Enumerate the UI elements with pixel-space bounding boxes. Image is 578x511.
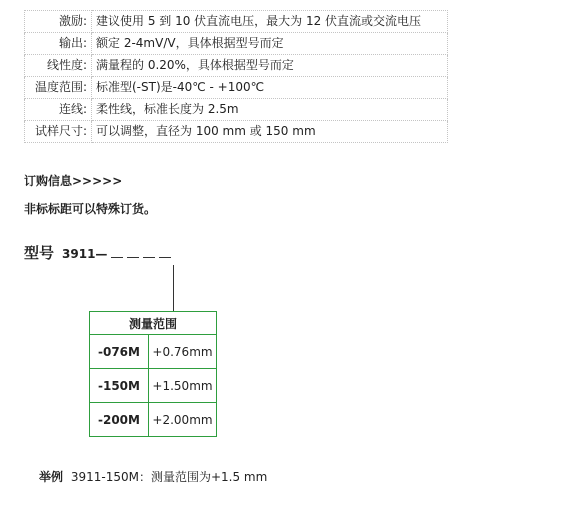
- spec-row-temperature: [25, 77, 448, 99]
- spec-value: 标准型(-ST)是-40℃ - +100℃: [92, 77, 448, 99]
- connector-line: [173, 265, 174, 312]
- range-value: +1.50mm: [149, 369, 217, 403]
- spec-label: 试样尺寸:: [25, 121, 92, 143]
- spec-value: 满量程的 0.20%，具体根据型号而定: [92, 55, 448, 77]
- range-table-header: 测量范围: [90, 312, 217, 335]
- table-row: [90, 369, 217, 403]
- table-row: [90, 335, 217, 369]
- model-blank-4: [159, 243, 171, 258]
- model-label: 型号: [24, 244, 55, 262]
- model-number-line: [24, 242, 171, 263]
- range-code: -076M: [90, 335, 149, 369]
- spec-label: 线性度:: [25, 55, 92, 77]
- spec-label: 连线:: [25, 99, 92, 121]
- measuring-range-table: [89, 311, 217, 437]
- model-blank-1: [111, 243, 123, 258]
- table-row: [90, 403, 217, 437]
- order-info-title: 订购信息>>>>>: [24, 174, 123, 188]
- example-label: 举例: [39, 470, 64, 484]
- spec-value: 可以调整，直径为 100 mm 或 150 mm: [92, 121, 448, 143]
- spec-value: 建议使用 5 到 10 伏直流电压，最大为 12 伏直流或交流电压: [92, 11, 448, 33]
- model-blank-3: [143, 243, 155, 258]
- model-prefix: 3911—: [62, 247, 108, 261]
- spec-value: 额定 2-4mV/V，具体根据型号而定: [92, 33, 448, 55]
- range-value: +0.76mm: [149, 335, 217, 369]
- spec-row-excitation: [25, 11, 448, 33]
- spec-label: 激励:: [25, 11, 92, 33]
- range-code: -200M: [90, 403, 149, 437]
- spec-row-specimen-size: [25, 121, 448, 143]
- range-code: -150M: [90, 369, 149, 403]
- spec-row-output: [25, 33, 448, 55]
- example-text: 3911-150M：测量范围为+1.5 mm: [70, 470, 268, 484]
- spec-row-linearity: [25, 55, 448, 77]
- spec-label: 输出:: [25, 33, 92, 55]
- model-blank-2: [127, 243, 139, 258]
- spec-row-cable: [25, 99, 448, 121]
- example-line: [39, 468, 267, 485]
- spec-value: 柔性线，标准长度为 2.5m: [92, 99, 448, 121]
- spec-table: [24, 10, 448, 143]
- order-info-note: 非标标距可以特殊订货。: [24, 202, 157, 216]
- range-value: +2.00mm: [149, 403, 217, 437]
- spec-label: 温度范围:: [25, 77, 92, 99]
